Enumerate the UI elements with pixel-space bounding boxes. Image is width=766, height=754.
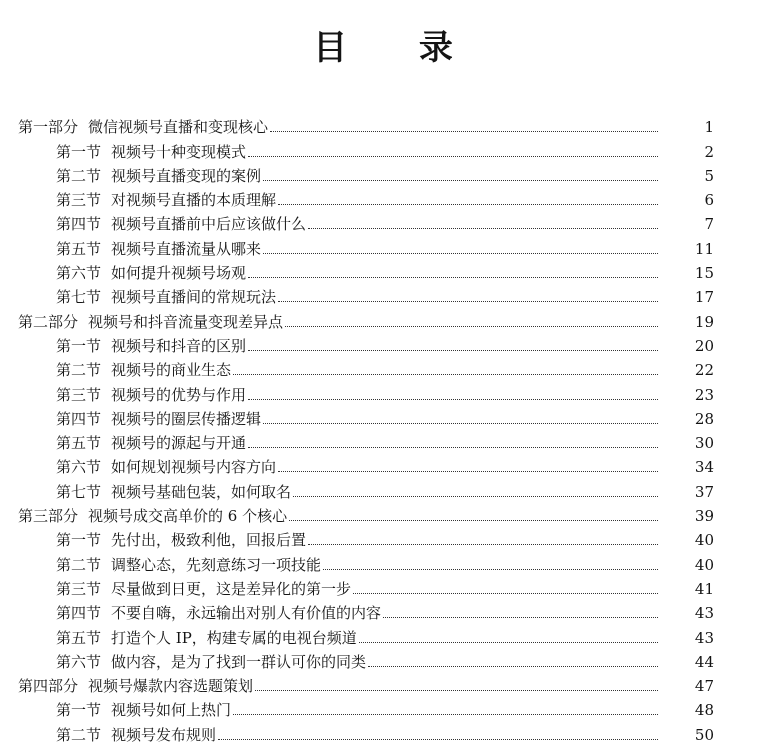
toc-entry-number: 第一节 [56, 336, 102, 355]
toc-section-entry [0, 598, 766, 622]
toc-part-entry [0, 306, 766, 330]
toc-dot-leader [233, 374, 658, 375]
toc-page-number: 44 [694, 652, 714, 671]
toc-dot-leader [353, 593, 658, 594]
toc-entry-number: 第四部分 [18, 677, 79, 696]
toc-section-entry [0, 136, 766, 160]
toc-page-number: 2 [704, 142, 714, 161]
toc-page-number: 1 [704, 118, 714, 137]
toc-dot-leader [248, 399, 658, 400]
toc-entry-title: 视频号和抖音的区别 [111, 336, 247, 355]
toc-dot-leader [270, 131, 658, 132]
toc-entry-title: 视频号的圈层传播逻辑 [111, 409, 262, 428]
toc-dot-leader [359, 642, 658, 643]
toc-part-entry [0, 112, 766, 136]
toc-entry-number: 第一节 [56, 142, 102, 161]
toc-entry-title: 视频号如何上热门 [111, 701, 232, 720]
toc-entry-title: 视频号的源起与开通 [111, 434, 247, 453]
toc-section-entry [0, 258, 766, 282]
toc-entry-title: 视频号发布规则 [111, 725, 217, 744]
toc-entry-number: 第二部分 [18, 312, 79, 331]
toc-entry-title: 先付出，极致利他，回报后置 [111, 531, 307, 550]
toc-entry-number: 第三部分 [18, 507, 79, 526]
toc-entry-number: 第二节 [56, 361, 102, 380]
toc-section-entry [0, 209, 766, 233]
toc-entry-number: 第七节 [56, 288, 102, 307]
toc-section-entry [0, 355, 766, 379]
toc-entry-number: 第三节 [56, 385, 102, 404]
toc-dot-leader [248, 447, 658, 448]
toc-dot-leader [278, 301, 658, 302]
toc-dot-leader [308, 544, 658, 545]
toc-dot-leader [289, 520, 658, 521]
toc-dot-leader [293, 496, 658, 497]
toc-page-number: 5 [704, 166, 714, 185]
toc-entry-title: 对视频号直播的本质理解 [111, 191, 277, 210]
toc-entry-title: 做内容，是为了找到一群认可你的同类 [111, 652, 367, 671]
toc-section-entry [0, 622, 766, 646]
toc-section-entry [0, 574, 766, 598]
toc-page-number: 41 [694, 579, 714, 598]
toc-entry-title: 视频号和抖音流量变现差异点 [88, 312, 284, 331]
toc-entry-number: 第四节 [56, 215, 102, 234]
toc-dot-leader [248, 350, 658, 351]
toc-entry-number: 第四节 [56, 604, 102, 623]
toc-dot-leader [278, 204, 658, 205]
toc-section-entry [0, 282, 766, 306]
toc-page-number: 39 [694, 507, 714, 526]
toc-section-entry [0, 185, 766, 209]
toc-section-entry [0, 695, 766, 719]
toc-entry-number: 第三节 [56, 579, 102, 598]
toc-page-number: 7 [704, 215, 714, 234]
toc-entry-title: 视频号基础包装，如何取名 [111, 482, 292, 501]
toc-entry-number: 第二节 [56, 555, 102, 574]
toc-section-entry [0, 452, 766, 476]
toc-entry-number: 第二节 [56, 725, 102, 744]
toc-section-entry [0, 379, 766, 403]
toc-page-number: 23 [694, 385, 714, 404]
toc-page-number: 40 [694, 555, 714, 574]
toc-section-entry [0, 404, 766, 428]
toc-entry-title: 视频号成交高单价的 6 个核心 [88, 507, 288, 526]
toc-entry-number: 第四节 [56, 409, 102, 428]
toc-page-number: 48 [694, 701, 714, 720]
toc-entry-title: 不要自嗨，永远输出对别人有价值的内容 [111, 604, 382, 623]
toc-page-number: 6 [704, 191, 714, 210]
toc-page-number: 28 [694, 409, 714, 428]
toc-page-number: 19 [694, 312, 714, 331]
toc-section-entry [0, 476, 766, 500]
toc-page-number: 30 [694, 434, 714, 453]
toc-entry-number: 第一部分 [18, 118, 79, 137]
toc-page-number: 15 [694, 264, 714, 283]
toc-entry-title: 尽量做到日更，这是差异化的第一步 [111, 579, 352, 598]
toc-entry-title: 打造个人 IP，构建专属的电视台频道 [111, 628, 357, 647]
toc-dot-leader [263, 423, 658, 424]
toc-section-entry [0, 525, 766, 549]
toc-dot-leader [233, 714, 658, 715]
toc-dot-leader [248, 277, 658, 278]
toc-dot-leader [323, 569, 658, 570]
toc-part-entry [0, 671, 766, 695]
toc-section-entry [0, 428, 766, 452]
toc-entry-title: 视频号十种变现模式 [111, 142, 247, 161]
toc-entry-title: 视频号爆款内容选题策划 [88, 677, 254, 696]
table-of-contents [0, 112, 766, 744]
toc-dot-leader [285, 326, 658, 327]
toc-section-entry [0, 161, 766, 185]
toc-section-entry [0, 647, 766, 671]
toc-section-entry [0, 549, 766, 573]
toc-entry-title: 视频号直播间的常规玩法 [111, 288, 277, 307]
toc-entry-number: 第六节 [56, 458, 102, 477]
toc-entry-number: 第五节 [56, 434, 102, 453]
toc-part-entry [0, 501, 766, 525]
toc-page-number: 34 [694, 458, 714, 477]
toc-dot-leader [278, 471, 658, 472]
toc-page-number: 43 [694, 604, 714, 623]
toc-entry-title: 视频号的优势与作用 [111, 385, 247, 404]
toc-page-number: 17 [694, 288, 714, 307]
toc-page-number: 22 [694, 361, 714, 380]
toc-page-number: 43 [694, 628, 714, 647]
toc-dot-leader [383, 617, 658, 618]
toc-section-entry [0, 331, 766, 355]
toc-dot-leader [308, 228, 658, 229]
toc-page-number: 20 [694, 336, 714, 355]
toc-section-entry [0, 233, 766, 257]
toc-page-number: 40 [694, 531, 714, 550]
toc-dot-leader [263, 180, 658, 181]
toc-entry-number: 第六节 [56, 264, 102, 283]
toc-entry-number: 第三节 [56, 191, 102, 210]
toc-dot-leader [248, 156, 658, 157]
toc-entry-title: 调整心态，先刻意练习一项技能 [111, 555, 322, 574]
toc-entry-title: 如何规划视频号内容方向 [111, 458, 277, 477]
toc-entry-title: 视频号直播流量从哪来 [111, 239, 262, 258]
toc-entry-title: 如何提升视频号场观 [111, 264, 247, 283]
page-title: 目 录 [313, 28, 483, 68]
toc-entry-number: 第七节 [56, 482, 102, 501]
toc-entry-number: 第六节 [56, 652, 102, 671]
toc-entry-number: 第五节 [56, 239, 102, 258]
toc-page-number: 11 [694, 239, 714, 258]
toc-entry-title: 视频号的商业生态 [111, 361, 232, 380]
toc-page-number: 37 [694, 482, 714, 501]
toc-page-number: 47 [694, 677, 714, 696]
toc-dot-leader [263, 253, 658, 254]
toc-dot-leader [218, 739, 658, 740]
toc-dot-leader [368, 666, 658, 667]
toc-entry-number: 第二节 [56, 166, 102, 185]
toc-entry-title: 视频号直播前中后应该做什么 [111, 215, 307, 234]
toc-entry-number: 第五节 [56, 628, 102, 647]
toc-section-entry [0, 719, 766, 743]
toc-dot-leader [255, 690, 658, 691]
toc-entry-number: 第一节 [56, 701, 102, 720]
toc-entry-number: 第一节 [56, 531, 102, 550]
toc-entry-title: 微信视频号直播和变现核心 [88, 118, 269, 137]
toc-page-number: 50 [694, 725, 714, 744]
toc-entry-title: 视频号直播变现的案例 [111, 166, 262, 185]
